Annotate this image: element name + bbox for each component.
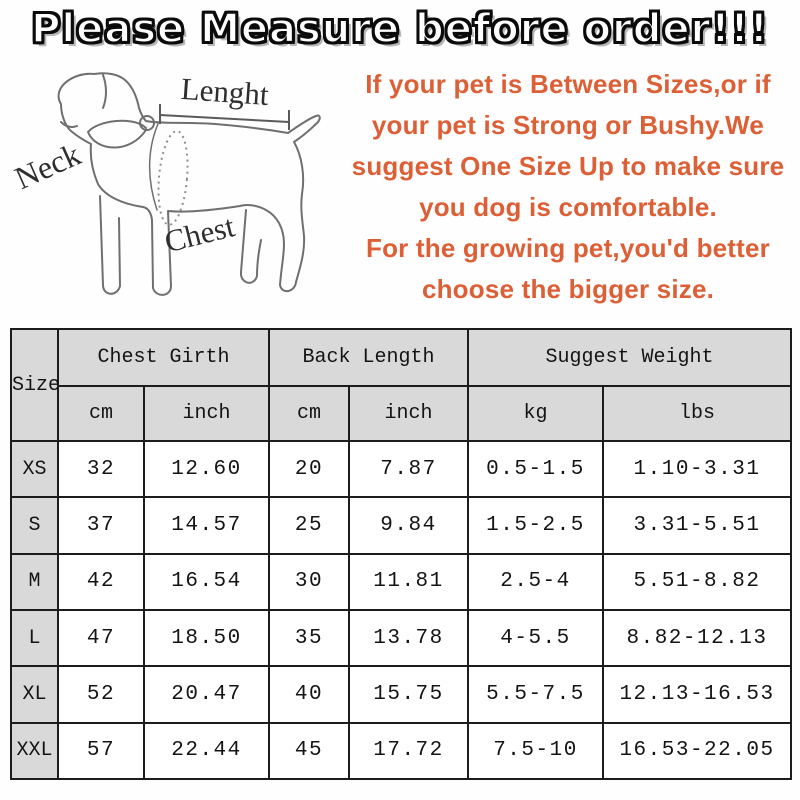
weight-lbs-value: 12.13-16.53 (603, 666, 791, 722)
back-cm-value: 35 (269, 610, 349, 666)
chest-cm-value: 42 (58, 554, 144, 610)
weight-kg-value: 0.5-1.5 (468, 441, 603, 497)
advice-line: If your pet is Between Sizes,or if (365, 69, 771, 99)
unit-header-cm: cm (58, 386, 144, 441)
chest-inch-value: 20.47 (144, 666, 269, 722)
back-inch-value: 15.75 (349, 666, 468, 722)
weight-kg-value: 1.5-2.5 (468, 497, 603, 553)
chest-cm-value: 37 (58, 497, 144, 553)
back-inch-value: 11.81 (349, 554, 468, 610)
size-label: M (11, 554, 58, 610)
neck-label: Neck (9, 135, 86, 197)
size-label: XS (11, 441, 58, 497)
size-label: XXL (11, 723, 58, 779)
unit-header-kg: kg (468, 386, 603, 441)
table-row-l (11, 610, 791, 666)
back-cm-value: 40 (269, 666, 349, 722)
back-inch-value: 17.72 (349, 723, 468, 779)
chest-label: Chest (160, 208, 238, 260)
table-row-s (11, 497, 791, 553)
weight-lbs-value: 16.53-22.05 (603, 723, 791, 779)
advice-line: choose the bigger size. (421, 274, 715, 304)
weight-kg-value: 5.5-7.5 (468, 666, 603, 722)
dog-mouth-line (61, 122, 77, 127)
size-label: S (11, 497, 58, 553)
chest-cm-value: 32 (58, 441, 144, 497)
back-cm-value: 45 (269, 723, 349, 779)
chest-inch-value: 12.60 (144, 441, 269, 497)
neck-measure-loop (88, 121, 146, 148)
chest-cm-value: 47 (58, 610, 144, 666)
neck-ring (140, 116, 154, 130)
back-inch-value: 7.87 (349, 441, 468, 497)
unit-header-inch: inch (144, 386, 269, 441)
back-cm-value: 20 (269, 441, 349, 497)
size-corner-header: Size (11, 329, 58, 441)
chest-inch-value: 22.44 (144, 723, 269, 779)
back-inch-value: 9.84 (349, 497, 468, 553)
back-cm-value: 25 (269, 497, 349, 553)
dog-far-rear-leg (241, 210, 261, 283)
dog-measurement-diagram (0, 58, 360, 320)
size-label: L (11, 610, 58, 666)
weight-lbs-value: 1.10-3.31 (603, 441, 791, 497)
chest-inch-value: 16.54 (144, 554, 269, 610)
table-row-m (11, 554, 791, 610)
weight-kg-value: 4-5.5 (468, 610, 603, 666)
unit-header-inch: inch (349, 386, 468, 441)
dog-far-front-leg (100, 196, 120, 294)
table-row-xxl (11, 723, 791, 779)
dog-shoulder-line (150, 124, 158, 210)
sizing-advice-text (338, 64, 798, 310)
advice-line: For the growing pet,you'd better (365, 233, 771, 263)
dog-ear-line (103, 75, 106, 108)
chest-cm-value: 52 (58, 666, 144, 722)
weight-lbs-value: 5.51-8.82 (603, 554, 791, 610)
suggest-weight-header: Suggest Weight (468, 329, 791, 386)
back-inch-value: 13.78 (349, 610, 468, 666)
advice-line: your pet is Strong or Bushy.We (371, 110, 765, 140)
unit-header-cm: cm (269, 386, 349, 441)
back-length-header: Back Length (269, 329, 468, 386)
size-label: XL (11, 666, 58, 722)
back-cm-value: 30 (269, 554, 349, 610)
advice-line: you dog is comfortable. (419, 192, 717, 222)
chest-cm-value: 57 (58, 723, 144, 779)
chest-inch-value: 14.57 (144, 497, 269, 553)
weight-lbs-value: 3.31-5.51 (603, 497, 791, 553)
length-label: Lenght (179, 71, 270, 113)
size-chart-table (10, 328, 792, 780)
weight-lbs-value: 8.82-12.13 (603, 610, 791, 666)
dog-outline-drawing (0, 58, 360, 320)
advice-line: suggest One Size Up to make sure (351, 151, 785, 181)
chest-girth-header: Chest Girth (58, 329, 269, 386)
page-title: Please Measure before order!!! (31, 6, 769, 52)
weight-kg-value: 7.5-10 (468, 723, 603, 779)
weight-kg-value: 2.5-4 (468, 554, 603, 610)
table-row-xl (11, 666, 791, 722)
unit-header-lbs: lbs (603, 386, 791, 441)
table-row-xs (11, 441, 791, 497)
chest-inch-value: 18.50 (144, 610, 269, 666)
